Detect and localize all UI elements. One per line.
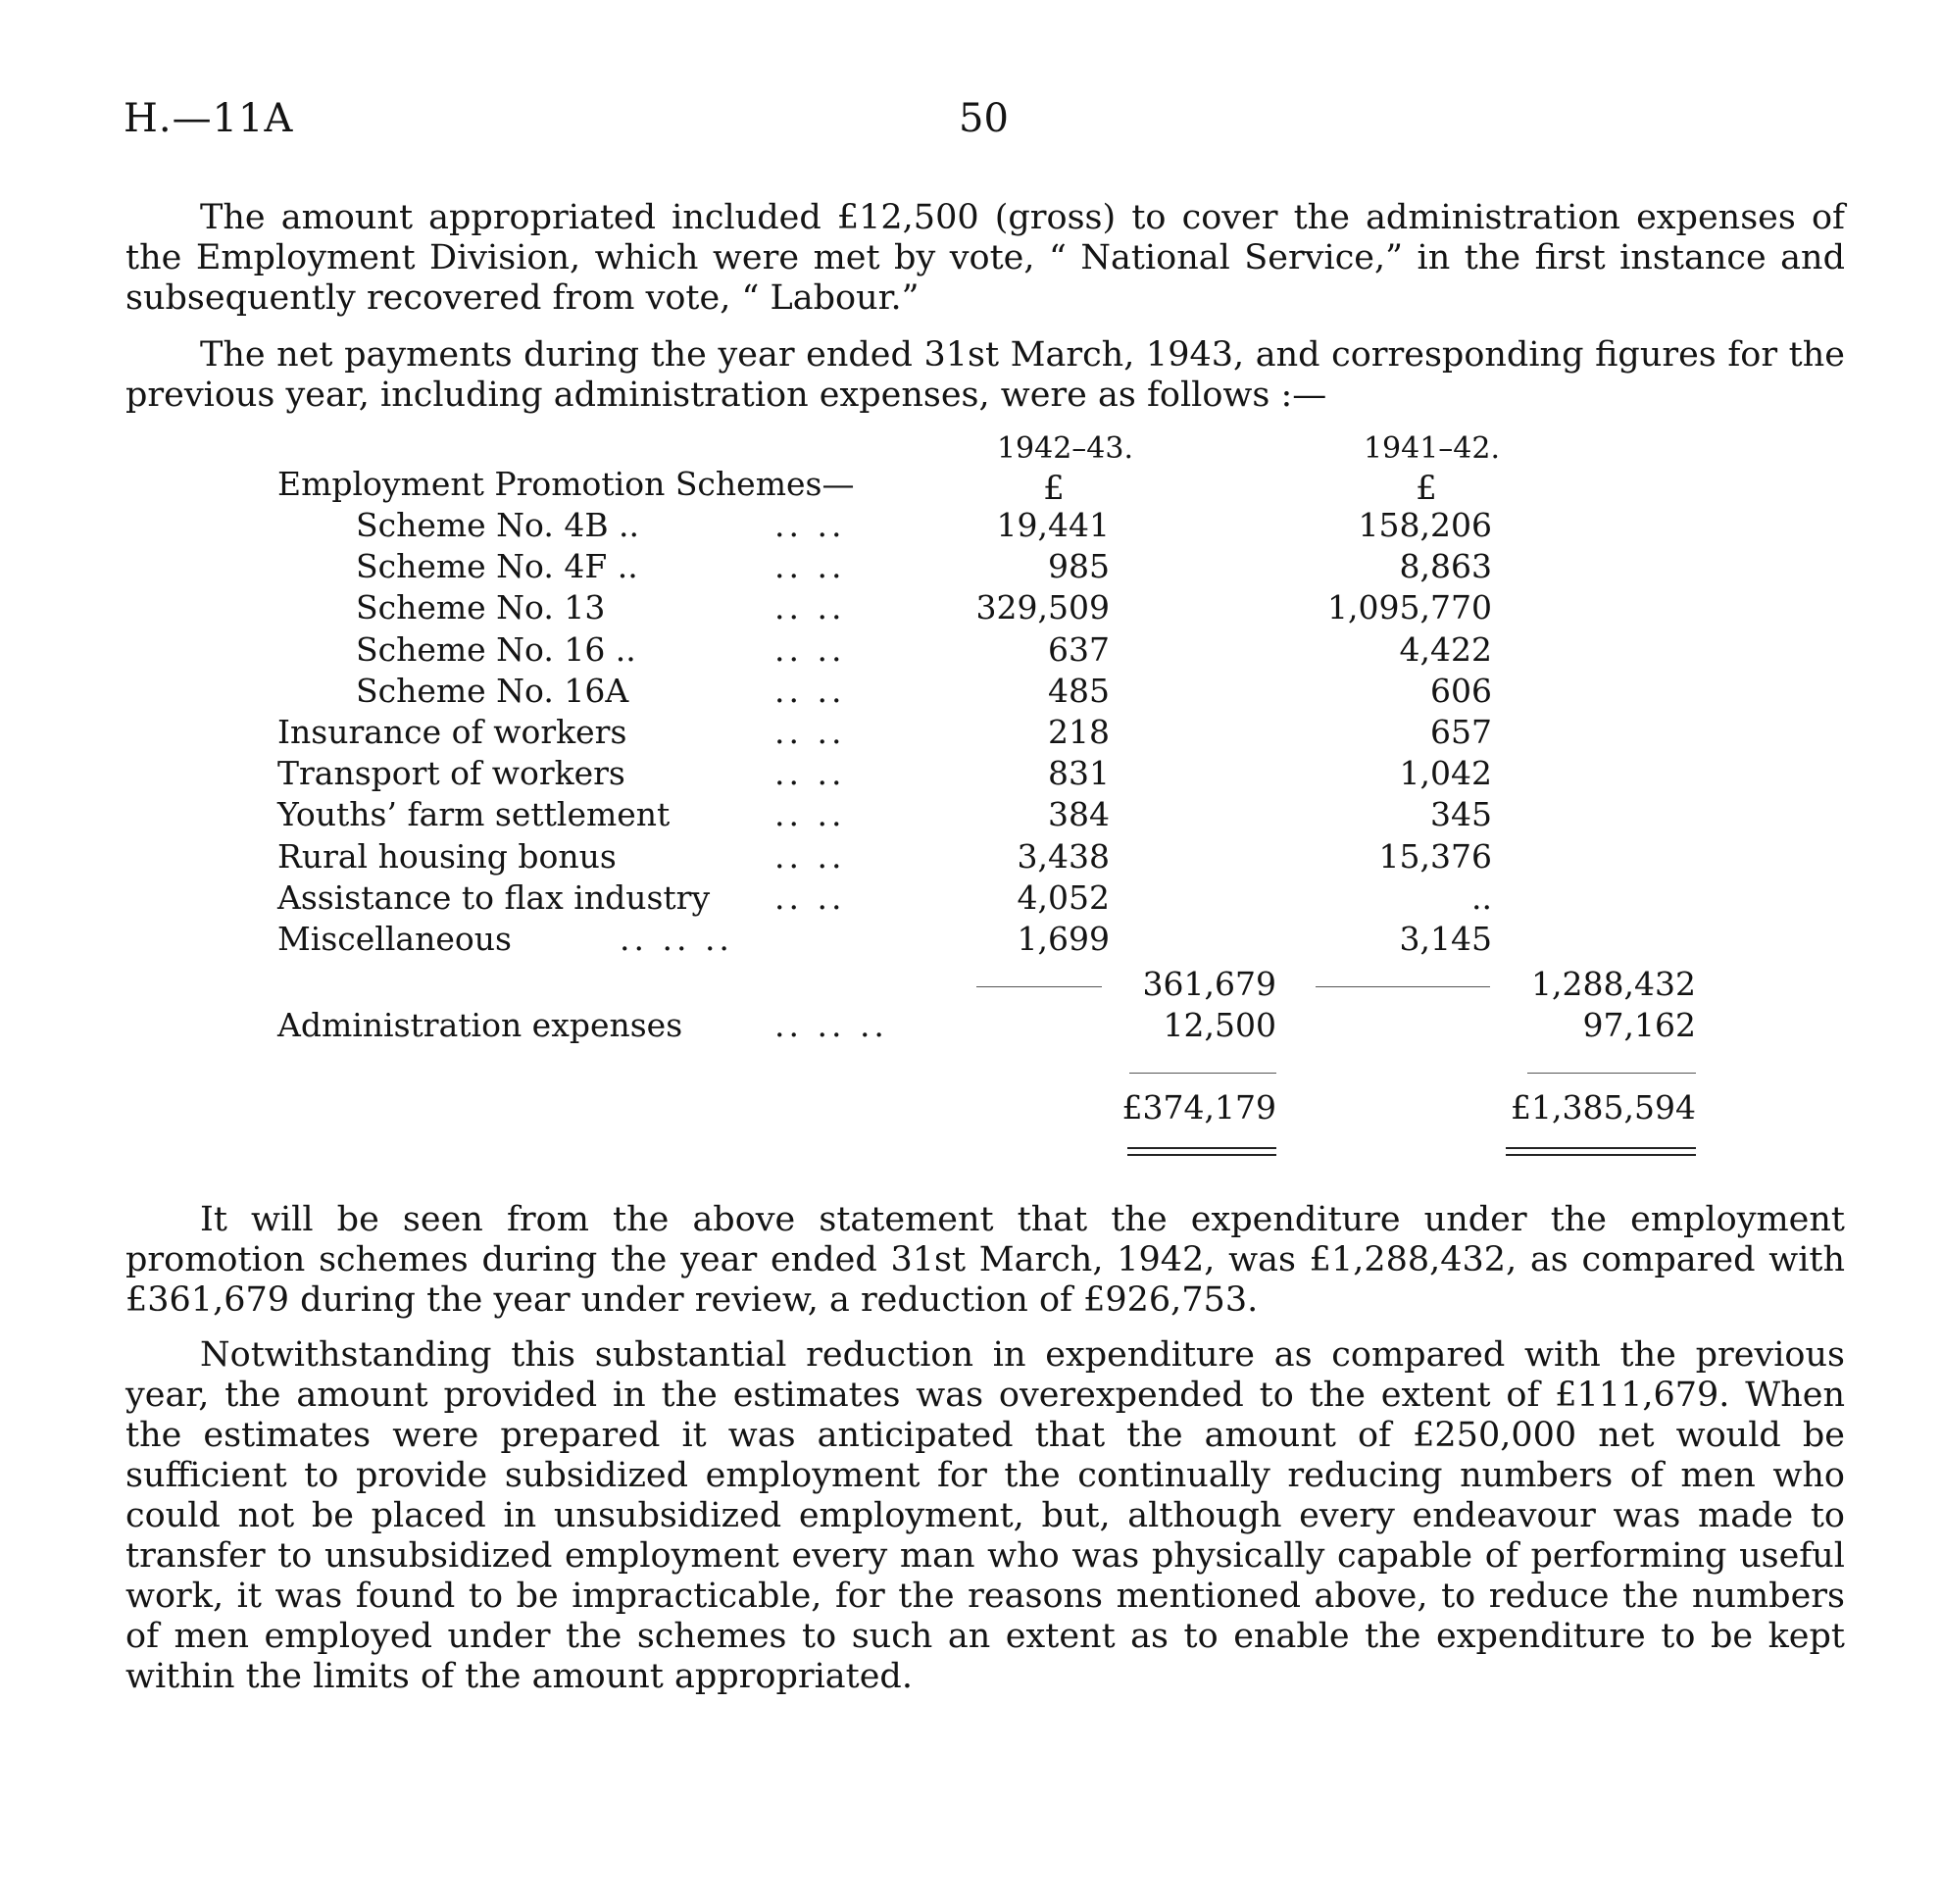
row-value-1943: 3,438	[1017, 837, 1110, 876]
page-number: 50	[959, 96, 1009, 141]
row-value-1942: ..	[1471, 878, 1492, 917]
row-label: Insurance of workers	[277, 713, 627, 751]
paragraph-appropriation: The amount appropriated included £12,500 (gross) to cover the administration expenses of the Employment Division, which were met by vote, “ National Service,” in the first instance and subsequently recovered from vote, “ Labour.”	[125, 198, 1845, 318]
row-leader-dots: .. ..	[774, 837, 846, 876]
subtotal-1943: 361,679	[1142, 965, 1276, 1003]
row-value-1943: 4,052	[1017, 878, 1110, 917]
column-header-1941-42: 1941–42.	[1363, 431, 1500, 466]
row-label: Youths’ farm settlement	[277, 795, 671, 833]
row-label: Scheme No. 4B ..	[356, 506, 640, 544]
row-leader-dots: .. ..	[774, 506, 846, 544]
row-leader-dots: .. .. ..	[620, 920, 733, 958]
row-value-1943: 19,441	[996, 506, 1110, 544]
paragraph-net-payments: The net payments during the year ended 31st March, 1943, and corresponding figures for the previous year, including administration expenses, were as follows :—	[125, 335, 1845, 415]
row-label: Miscellaneous	[277, 920, 512, 958]
paragraph-statement-comparison: It will be seen from the above statement that the expenditure under the employment promotion schemes during the year ended 31st March, 1942, was £1,288,432, as compared with £361,679 during the year under review, a reduction of £926,753.	[125, 1200, 1845, 1320]
row-label: Scheme No. 4F ..	[356, 547, 638, 585]
row-value-1943: 1,699	[1017, 920, 1110, 958]
row-leader-dots: .. ..	[774, 672, 846, 710]
paragraph-overexpenditure: Notwithstanding this substantial reduction in expenditure as compared with the previous year, the amount provided in the estimates was overexpended to the extent of £111,679. When the estimates were prepared it was anticipated that the amount of £250,000 net would be sufficient to provide subsidized employment for the continually reducing numbers of men who could not be placed in unsubsidized employment, but, although every endeavour was made to transfer to unsubsidized employment every man who was physically capable of performing useful work, it was found to be impracticable, for the reasons mentioned above, to reduce the numbers of men employed under the schemes to such an extent as to enable the expenditure to be kept within the limits of the amount appropriated.	[125, 1335, 1845, 1696]
total-1942: £1,385,594	[1511, 1088, 1696, 1127]
row-label: Scheme No. 13	[356, 588, 606, 626]
row-label: Scheme No. 16 ..	[356, 630, 636, 669]
document-code: H.—11A	[124, 96, 294, 141]
total-rule-1943	[1129, 1073, 1276, 1074]
row-value-1943: 637	[1048, 630, 1110, 669]
row-value-1942: 1,095,770	[1327, 588, 1492, 626]
row-value-1943: 985	[1048, 547, 1110, 585]
row-leader-dots: .. ..	[774, 795, 846, 833]
total-double-rule-1942	[1506, 1147, 1696, 1156]
row-label: Transport of workers	[277, 754, 625, 792]
row-leader-dots: .. ..	[774, 630, 846, 669]
row-value-1942: 345	[1430, 795, 1492, 833]
currency-symbol-1942: £	[1416, 469, 1437, 508]
row-value-1942: 158,206	[1358, 506, 1492, 544]
row-label: Assistance to flax industry	[277, 878, 711, 917]
row-value-1942: 657	[1430, 713, 1492, 751]
row-label: Rural housing bonus	[277, 837, 617, 876]
total-double-rule-1943	[1127, 1147, 1276, 1156]
row-value-1942: 8,863	[1399, 547, 1492, 585]
row-value-1942: 1,042	[1399, 754, 1492, 792]
row-value-1943: 218	[1048, 713, 1110, 751]
row-leader-dots: .. ..	[774, 878, 846, 917]
column-header-1942-43: 1942–43.	[996, 431, 1133, 466]
row-leader-dots: .. ..	[774, 754, 846, 792]
row-value-1943: 329,509	[975, 588, 1110, 626]
row-value-1942: 3,145	[1399, 920, 1492, 958]
currency-symbol-1943: £	[1043, 469, 1065, 508]
row-value-1942: 4,422	[1399, 630, 1492, 669]
admin-1943: 12,500	[1163, 1006, 1276, 1044]
admin-1942: 97,162	[1582, 1006, 1696, 1044]
subtotal-rule-1942	[1316, 986, 1490, 987]
row-value-1942: 15,376	[1378, 837, 1492, 876]
subtotal-1942: 1,288,432	[1531, 965, 1696, 1003]
row-value-1942: 606	[1430, 672, 1492, 710]
row-leader-dots: .. ..	[774, 713, 846, 751]
admin-label: Administration expenses	[277, 1006, 683, 1044]
row-value-1943: 485	[1048, 672, 1110, 710]
row-leader-dots: .. ..	[774, 588, 846, 626]
row-value-1943: 831	[1048, 754, 1110, 792]
total-rule-1942	[1527, 1073, 1696, 1074]
admin-leader-dots: .. .. ..	[774, 1006, 888, 1044]
total-1943: £374,179	[1121, 1088, 1276, 1127]
row-value-1943: 384	[1048, 795, 1110, 833]
row-label: Scheme No. 16A	[356, 672, 629, 710]
row-leader-dots: .. ..	[774, 547, 846, 585]
group-label: Employment Promotion Schemes—	[277, 465, 855, 503]
